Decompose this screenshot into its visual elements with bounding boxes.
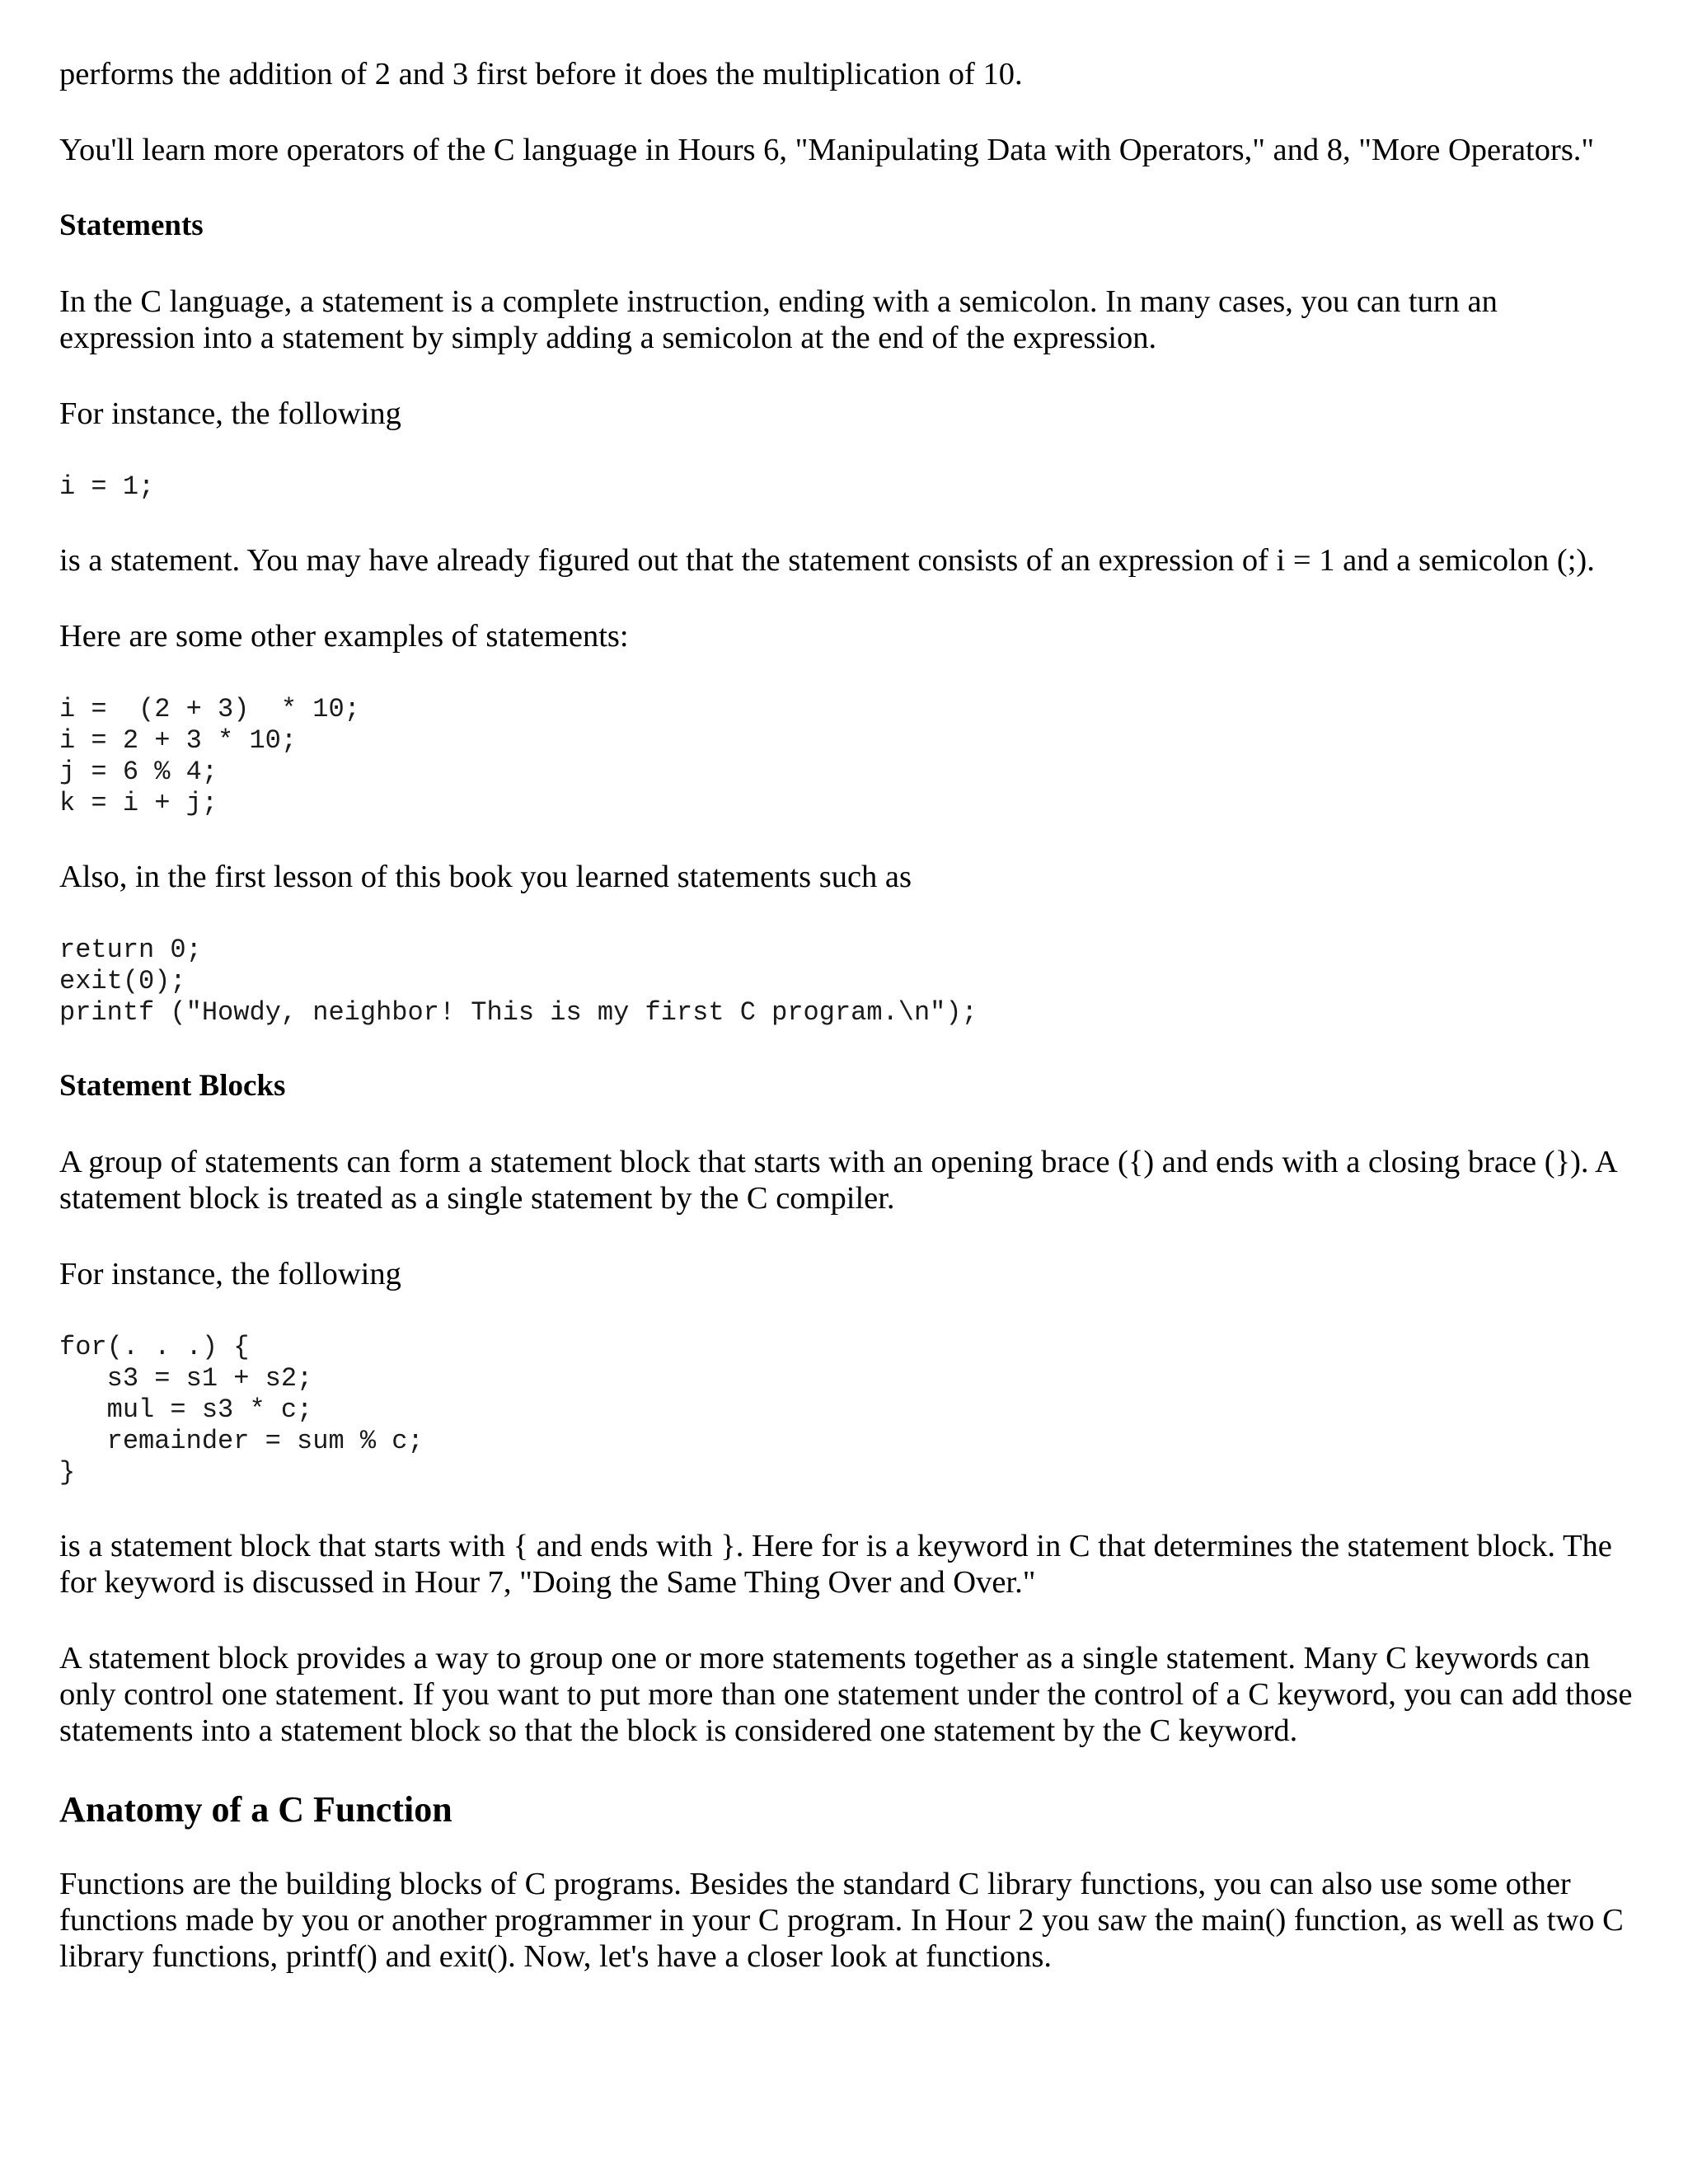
paragraph-block-purpose: A statement block provides a way to group one or more statements together as a single statement. Many C keywords can only control one statement. If you want to put more than one statement under the control of a C keyword, you can add those statements into a statement block so that the block is considered one statement by the C keyword. <box>59 1641 1633 1748</box>
paragraph-block-definition: A group of statements can form a statement block that starts with an opening brace ({) and ends with a closing brace (}). A statement block is treated as a single statement by the C compiler. <box>59 1145 1616 1216</box>
heading-anatomy-of-function: Anatomy of a C Function <box>59 1789 452 1830</box>
page-content <box>59 56 1634 2014</box>
paragraph-addition: performs the addition of 2 and 3 first before it does the multiplication of 10. <box>59 57 1023 91</box>
paragraph-other-examples: Here are some other examples of statements: <box>59 619 629 654</box>
code-sample-first-lesson: return 0; exit(0); printf ("Howdy, neighbor! This is my first C program.\n"); <box>59 935 978 1028</box>
paragraph-statement-explanation: is a statement. You may have already figured out that the statement consists of an expression of i = 1 and a semicolon (;). <box>59 543 1595 578</box>
paragraph-for-instance-1: For instance, the following <box>59 396 401 431</box>
paragraph-operators-reference: You'll learn more operators of the C language in Hours 6, "Manipulating Data with Operators," and 8, "More Operators." <box>59 133 1595 167</box>
paragraph-statement-definition: In the C language, a statement is a complete instruction, ending with a semicolon. In many cases, you can turn an expression into a statement by simply adding a semicolon at the end of the expression. <box>59 284 1498 355</box>
code-sample-assignment: i = 1; <box>59 471 155 502</box>
paragraph-functions-intro: Functions are the building blocks of C programs. Besides the standard C library functions, you can also use some other functions made by you or another programmer in your C program. In Hour 2 you saw the main() function, as well as two C library functions, printf() and exit(). Now, let's have a closer look at functions. <box>59 1867 1624 1974</box>
heading-statements: Statements <box>59 209 204 242</box>
code-sample-for-block: for(. . .) { s3 = s1 + s2; mul = s3 * c; remainder = sum % c; } <box>59 1332 424 1488</box>
paragraph-for-keyword: is a statement block that starts with { and ends with }. Here for is a keyword in C that determines the statement block. The for keyword is discussed in Hour 7, "Doing the Same Thing Over and Over." <box>59 1529 1612 1600</box>
code-sample-statements: i = (2 + 3) * 10; i = 2 + 3 * 10; j = 6 % 4; k = i + j; <box>59 694 360 818</box>
paragraph-for-instance-2: For instance, the following <box>59 1257 401 1291</box>
paragraph-first-lesson: Also, in the first lesson of this book you learned statements such as <box>59 860 912 894</box>
heading-statement-blocks: Statement Blocks <box>59 1069 286 1103</box>
